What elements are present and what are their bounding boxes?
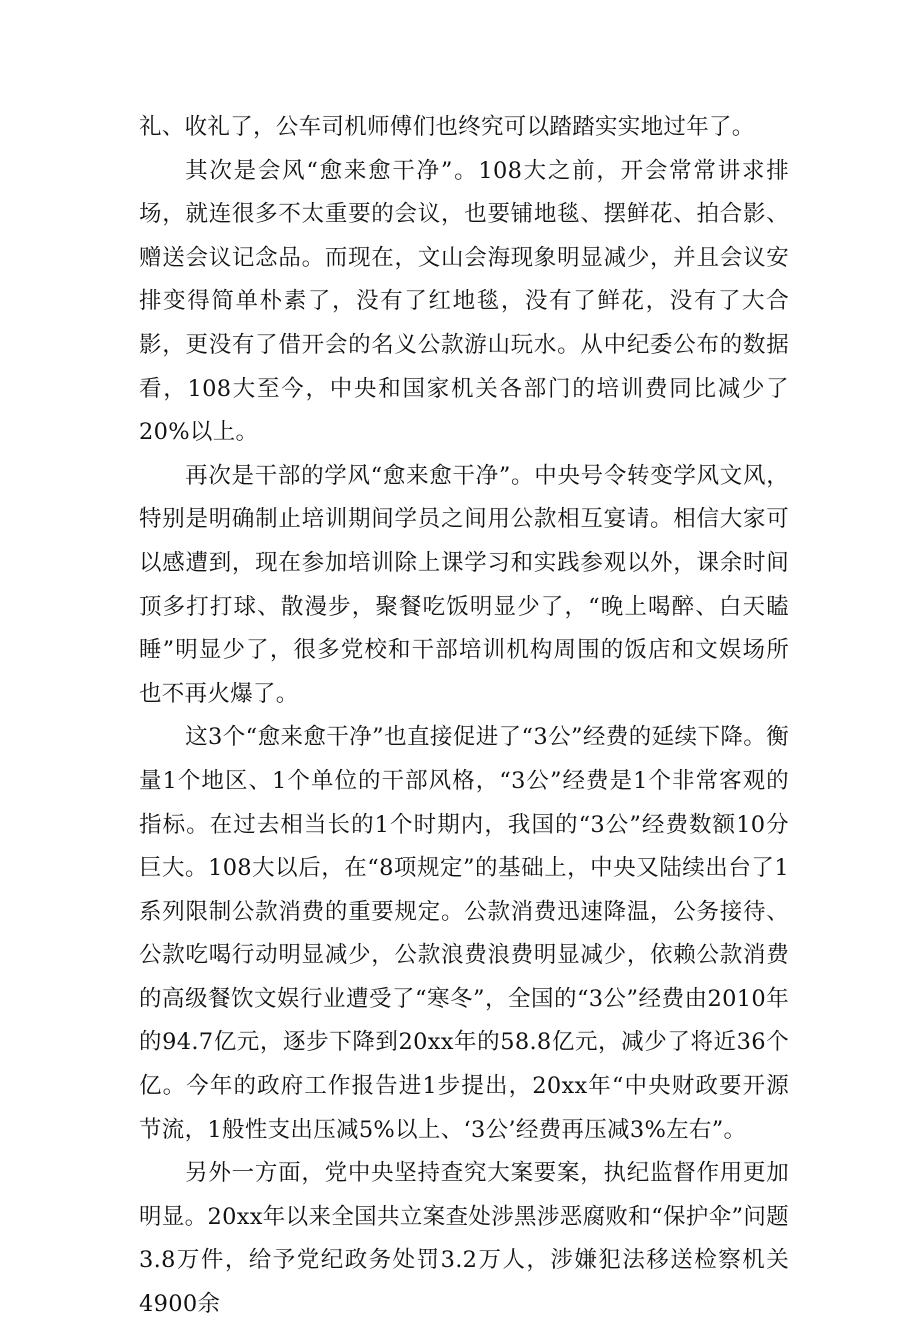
document-body bbox=[139, 106, 789, 1327]
paragraph-three-public-expenses: 这3个“愈来愈干净”也直接促进了“3公”经费的延续下降。衡量1个地区、1个单位的干部风格，“3公”经费是1个非常客观的指标。在过去相当长的1个时期内，我国的“3公”经费数额10分巨大。108大以后，在“8项规定”的基础上，中央又陆续出台了1系列限制公款消费的重要规定。公款消费迅速降温，公务接待、公款吃喝行动明显减少，公款浪费浪费明显减少，依赖公款消费的高级餐饮文娱行业遭受了“寒冬”，全国的“3公”经费由2010年的94.7亿元，逐步下降到20xx年的58.8亿元，减少了将近36个亿。今年的政府工作报告进1步提出，20xx年“中央财政要开源节流，1般性支出压减5%以上、‘3公’经费再压减3%左右”。 bbox=[139, 724, 789, 1143]
paragraph-continuation: 礼、收礼了，公车司机师傅们也终究可以踏踏实实地过年了。 bbox=[139, 114, 755, 140]
paragraph-anti-corruption: 另外一方面，党中央坚持查究大案要案，执纪监督作用更加明显。20xx年以来全国共立案查处涉黑涉恶腐败和“保护伞”问题3.8万件，给予党纪政务处罚3.2万人，涉嫌犯法移送检察机关4900余 bbox=[139, 1160, 789, 1318]
paragraph-meeting-style: 其次是会风“愈来愈干净”。108大之前，开会常常讲求排场，就连很多不太重要的会议，也要铺地毯、摆鲜花、拍合影、赠送会议记念品。而现在，文山会海现象明显减少，并且会议安排变得简单朴素了，没有了红地毯，没有了鲜花，没有了大合影，更没有了借开会的名义公款游山玩水。从中纪委公布的数据看，108大至今，中央和国家机关各部门的培训费同比减少了20%以上。 bbox=[139, 157, 789, 446]
paragraph-study-style: 再次是干部的学风“愈来愈干净”。中央号令转变学风文风，特别是明确制止培训期间学员之间用公款相互宴请。相信大家可以感遭到，现在参加培训除上课学习和实践参观以外，课余时间顶多打打球、散漫步，聚餐吃饭明显少了，“晚上喝醉、白天瞌睡”明显少了，很多党校和干部培训机构周围的饭店和文娱场所也不再火爆了。 bbox=[139, 462, 789, 707]
